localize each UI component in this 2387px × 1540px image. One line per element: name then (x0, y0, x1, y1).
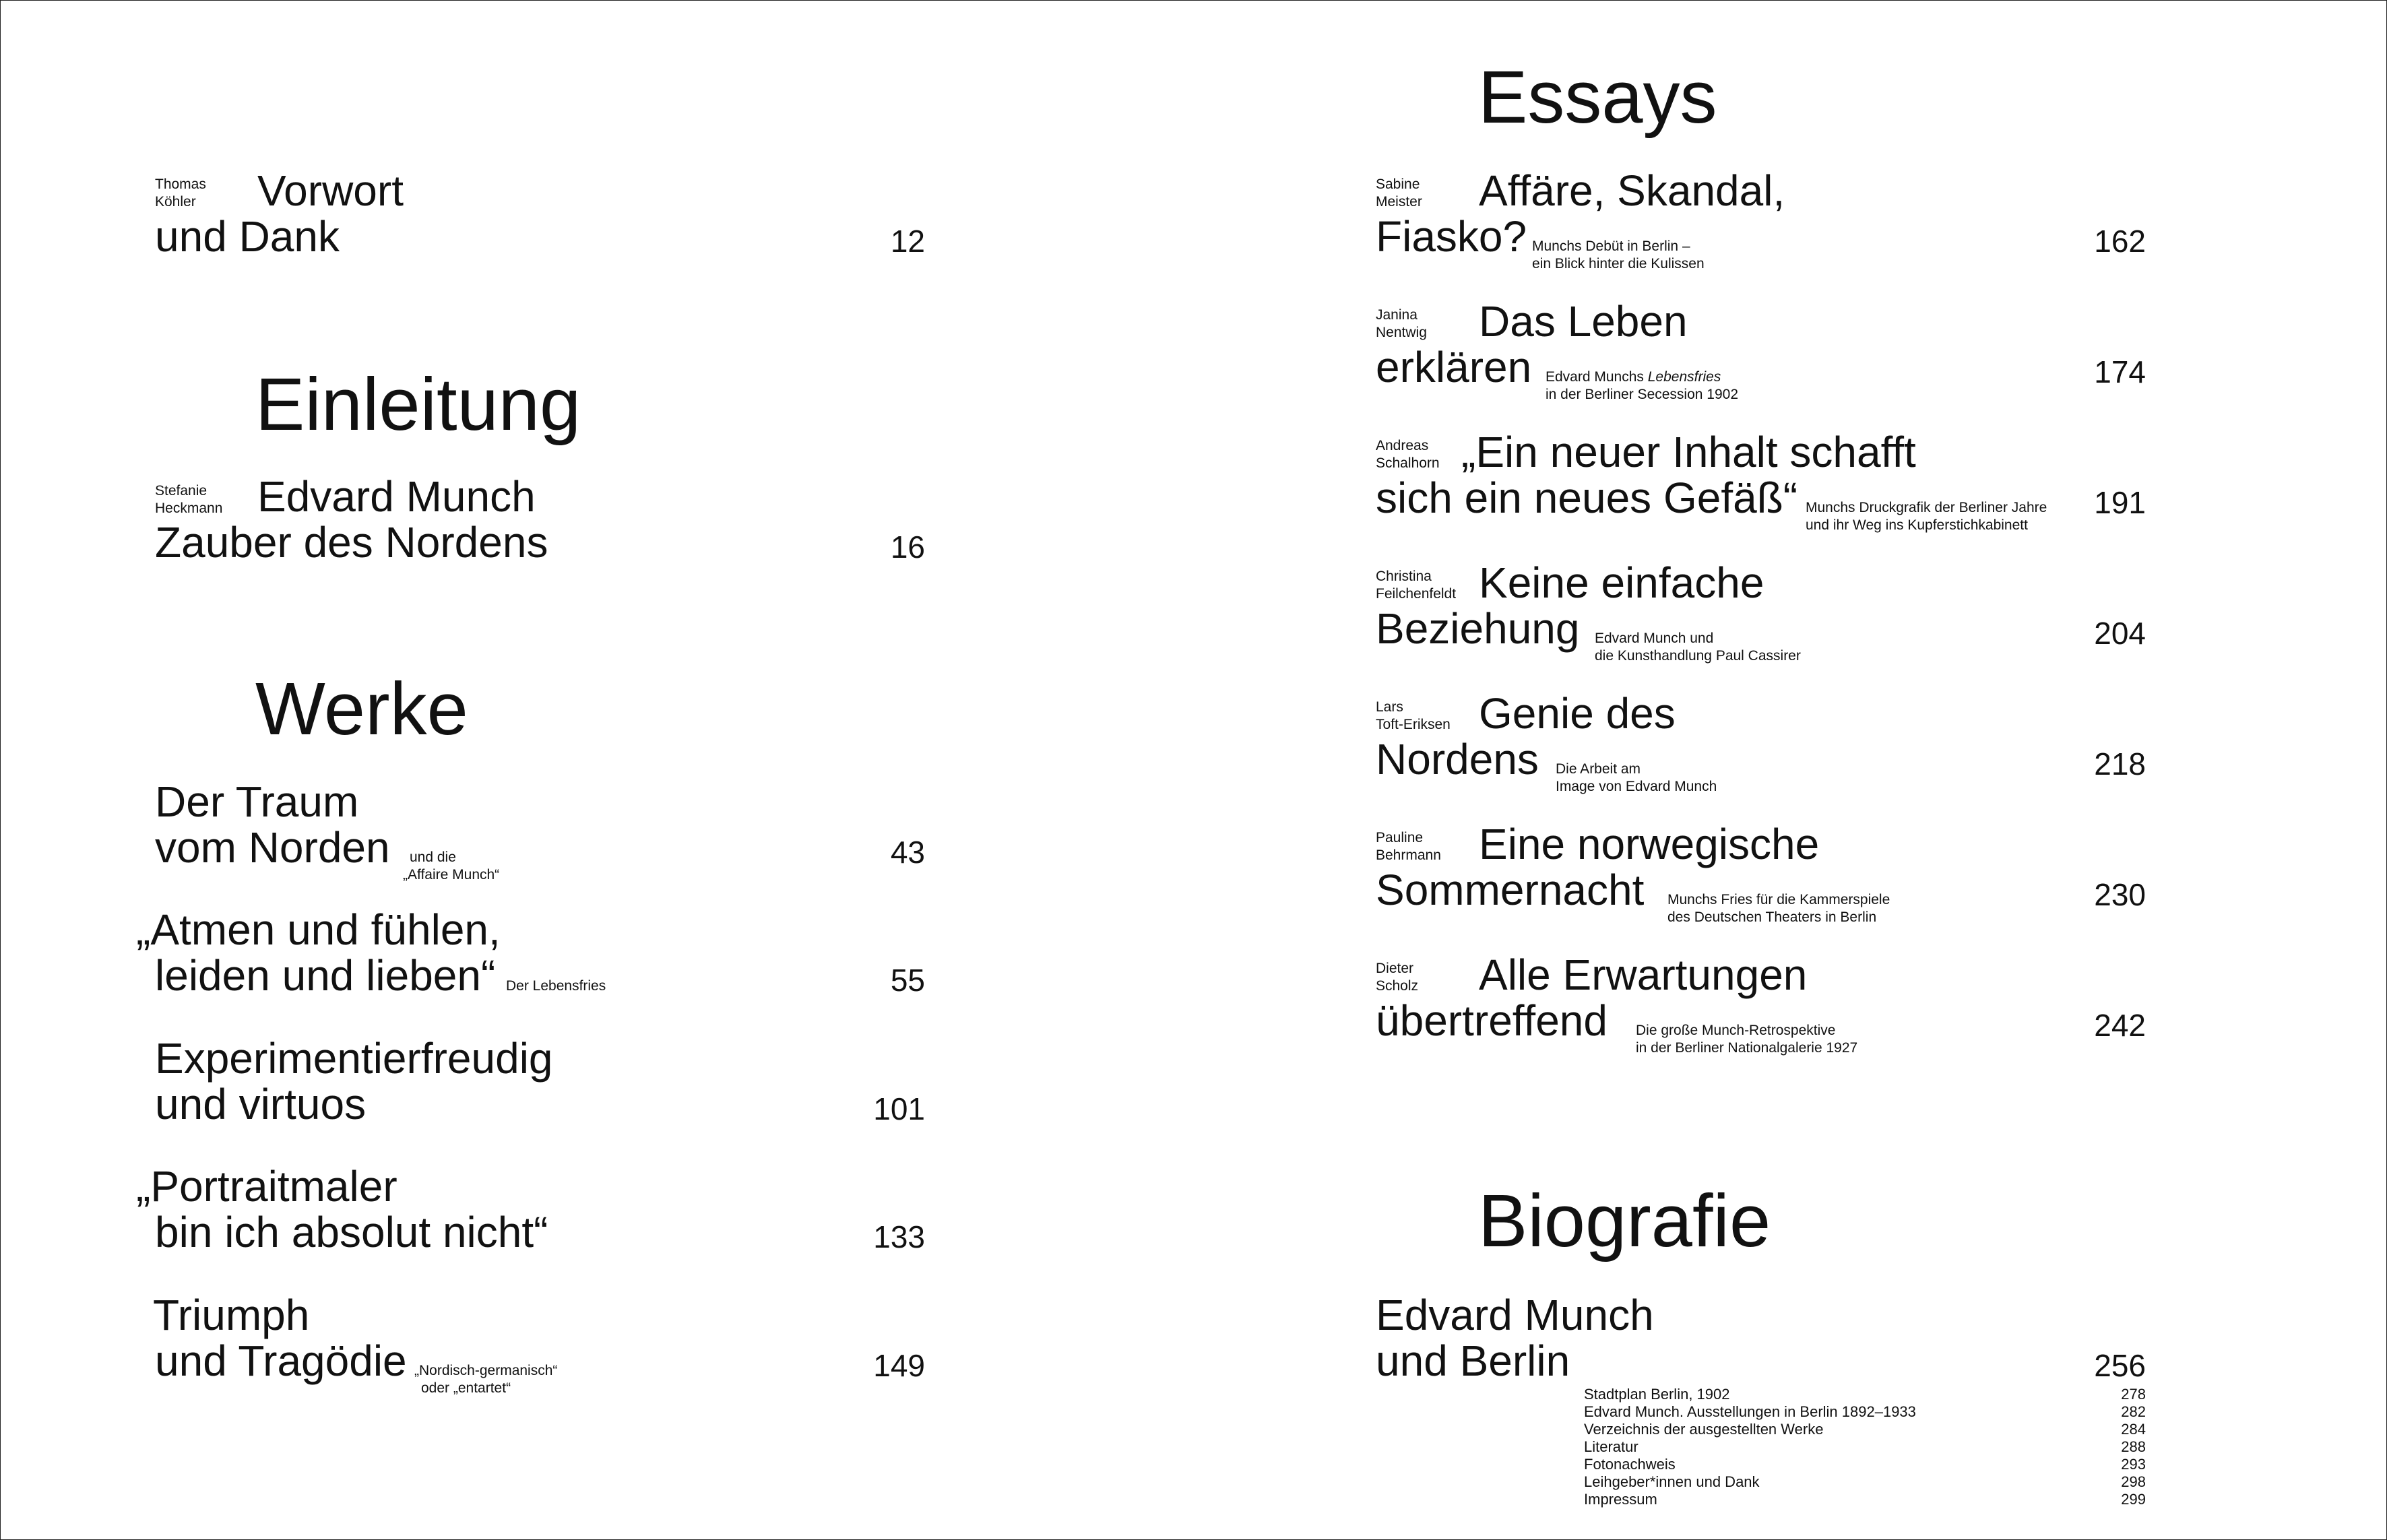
entry-subtitle-line1: und die (410, 849, 456, 865)
entry-title-line1: Eine norwegische (1479, 820, 1820, 868)
entry-title-line1: Alle Erwartungen (1479, 951, 1808, 999)
appendix-page: 282 (2121, 1403, 2146, 1420)
entry-subtitle-line1: Die Arbeit am (1556, 761, 1641, 777)
entry-title-line2: bin ich absolut nicht“ (155, 1208, 548, 1256)
entry-subtitle-line1 (1546, 368, 1721, 386)
entry-title-line2: Fiasko? (1376, 212, 1527, 261)
author-first-name: Pauline (1376, 830, 1424, 845)
entry-subtitle-line2: oder „entartet“ (421, 1380, 511, 1396)
appendix-page: 278 (2121, 1386, 2146, 1403)
author-first-name: Janina (1376, 307, 1418, 323)
page-number: 133 (873, 1219, 925, 1254)
entry-title-line1: Edvard Munch (1376, 1291, 1654, 1339)
subtitle-italic-work-title: Lebensfries (1647, 369, 1721, 385)
entry-title-line2: Zauber des Nordens (155, 518, 548, 567)
appendix-page: 284 (2121, 1421, 2146, 1438)
author-last-name: Schalhorn (1376, 455, 1440, 471)
page-number: 230 (2094, 877, 2146, 912)
page-number: 242 (2094, 1008, 2146, 1043)
page-number: 149 (873, 1348, 925, 1383)
entry-title-line1: Edvard Munch (257, 472, 536, 521)
page-number: 162 (2094, 224, 2146, 259)
page-number: 191 (2094, 485, 2146, 520)
appendix-label: Verzeichnis der ausgestellten Werke (1584, 1421, 1824, 1438)
page-number: 55 (890, 963, 925, 998)
appendix-page: 299 (2121, 1491, 2146, 1508)
author-first-name: Dieter (1376, 961, 1414, 976)
section-heading-einleitung: Einleitung (255, 363, 581, 446)
entry-title-line2: Nordens (1376, 735, 1539, 783)
author-first-name: Lars (1376, 699, 1403, 715)
entry-subtitle-line2: und ihr Weg ins Kupferstichkabinett (1806, 517, 2028, 533)
entry-title-line1: „Ein neuer Inhalt schafft (1461, 428, 1916, 476)
entry-title-line2: sich ein neues Gefäß“ (1376, 474, 1798, 522)
section-heading-essays: Essays (1478, 56, 1717, 139)
page-number: 256 (2094, 1348, 2146, 1383)
entry-subtitle-line1: Der Lebensfries (506, 978, 606, 994)
entry-subtitle-line2: in der Berliner Secession 1902 (1546, 387, 1739, 402)
entry-title-line2: Sommernacht (1376, 866, 1645, 914)
page-number: 43 (890, 835, 925, 870)
entry-title-line2: übertreffend (1376, 996, 1608, 1045)
entry-title-line1: Vorwort (257, 166, 404, 215)
appendix-page: 293 (2121, 1456, 2146, 1473)
entry-title-line1: Triumph (153, 1291, 310, 1339)
section-heading-werke: Werke (255, 668, 468, 750)
entry-title-line2: erklären (1376, 343, 1532, 391)
entry-title-line1: Affäre, Skandal, (1479, 166, 1785, 215)
entry-title-line2: und Berlin (1376, 1337, 1570, 1385)
entry-subtitle-line1: Munchs Druckgrafik der Berliner Jahre (1806, 500, 2047, 515)
appendix-label: Leihgeber*innen und Dank (1584, 1473, 1760, 1490)
appendix-page: 288 (2121, 1438, 2146, 1455)
entry-subtitle-line1: Munchs Fries für die Kammerspiele (1667, 892, 1890, 907)
author-first-name: Christina (1376, 569, 1432, 584)
subtitle-text: Edvard Munchs (1546, 369, 1648, 385)
entry-subtitle-line2: „Affaire Munch“ (403, 867, 500, 883)
entry-subtitle-line1: Die große Munch-Retrospektive (1636, 1023, 1836, 1038)
entry-title-line1: Experimentierfreudig (155, 1034, 553, 1083)
appendix-page: 298 (2121, 1473, 2146, 1490)
entry-title-line1: „Atmen und fühlen, (136, 905, 501, 954)
entry-title-line2: Beziehung (1376, 604, 1580, 653)
entry-subtitle-line2: die Kunsthandlung Paul Cassirer (1595, 648, 1801, 664)
page-number: 174 (2094, 354, 2146, 389)
page-number: 218 (2094, 746, 2146, 781)
entry-subtitle-line2: Image von Edvard Munch (1556, 779, 1717, 794)
entry-subtitle-line2: in der Berliner Nationalgalerie 1927 (1636, 1040, 1858, 1056)
page-number: 101 (873, 1091, 925, 1126)
author-first-name: Stefanie (155, 483, 208, 499)
appendix-label: Impressum (1584, 1491, 1657, 1508)
page-number: 204 (2094, 616, 2146, 651)
author-last-name: Meister (1376, 194, 1422, 210)
author-first-name: Thomas (155, 177, 206, 192)
entry-subtitle-line2: ein Blick hinter die Kulissen (1532, 256, 1705, 271)
author-last-name: Nentwig (1376, 325, 1427, 340)
author-last-name: Heckmann (155, 501, 223, 516)
page-number: 16 (890, 530, 925, 565)
author-last-name: Köhler (155, 194, 196, 210)
author-last-name: Feilchenfeldt (1376, 586, 1457, 602)
entry-subtitle-line2: des Deutschen Theaters in Berlin (1667, 909, 1877, 925)
author-first-name: Andreas (1376, 438, 1429, 453)
entry-subtitle-line1: Munchs Debüt in Berlin – (1532, 238, 1690, 254)
section-heading-biografie: Biografie (1478, 1180, 1771, 1262)
entry-title-line1: Keine einfache (1479, 558, 1764, 607)
appendix-label: Fotonachweis (1584, 1456, 1676, 1473)
author-last-name: Toft-Eriksen (1376, 717, 1451, 732)
entry-title-line1: Der Traum (155, 777, 359, 826)
page-number: 12 (890, 224, 925, 259)
entry-title-line1: „Portraitmaler (136, 1162, 397, 1211)
author-last-name: Behrmann (1376, 847, 1441, 863)
appendix-label: Edvard Munch. Ausstellungen in Berlin 1892–1933 (1584, 1403, 1916, 1420)
entry-title-line1: Genie des (1479, 689, 1676, 738)
entry-title-line2: vom Norden (155, 823, 390, 872)
entry-subtitle-line1: „Nordisch-germanisch“ (414, 1363, 558, 1378)
appendix-label: Stadtplan Berlin, 1902 (1584, 1386, 1730, 1403)
author-last-name: Scholz (1376, 978, 1419, 994)
entry-subtitle-line1: Edvard Munch und (1595, 631, 1714, 646)
entry-title-line2: und Tragödie (155, 1337, 407, 1385)
entry-title-line2: und Dank (155, 212, 340, 261)
entry-title-line2: leiden und lieben“ (155, 951, 496, 1000)
appendix-label: Literatur (1584, 1438, 1638, 1455)
author-first-name: Sabine (1376, 177, 1420, 192)
entry-title-line1: Das Leben (1479, 297, 1688, 346)
entry-title-line2: und virtuos (155, 1080, 367, 1128)
